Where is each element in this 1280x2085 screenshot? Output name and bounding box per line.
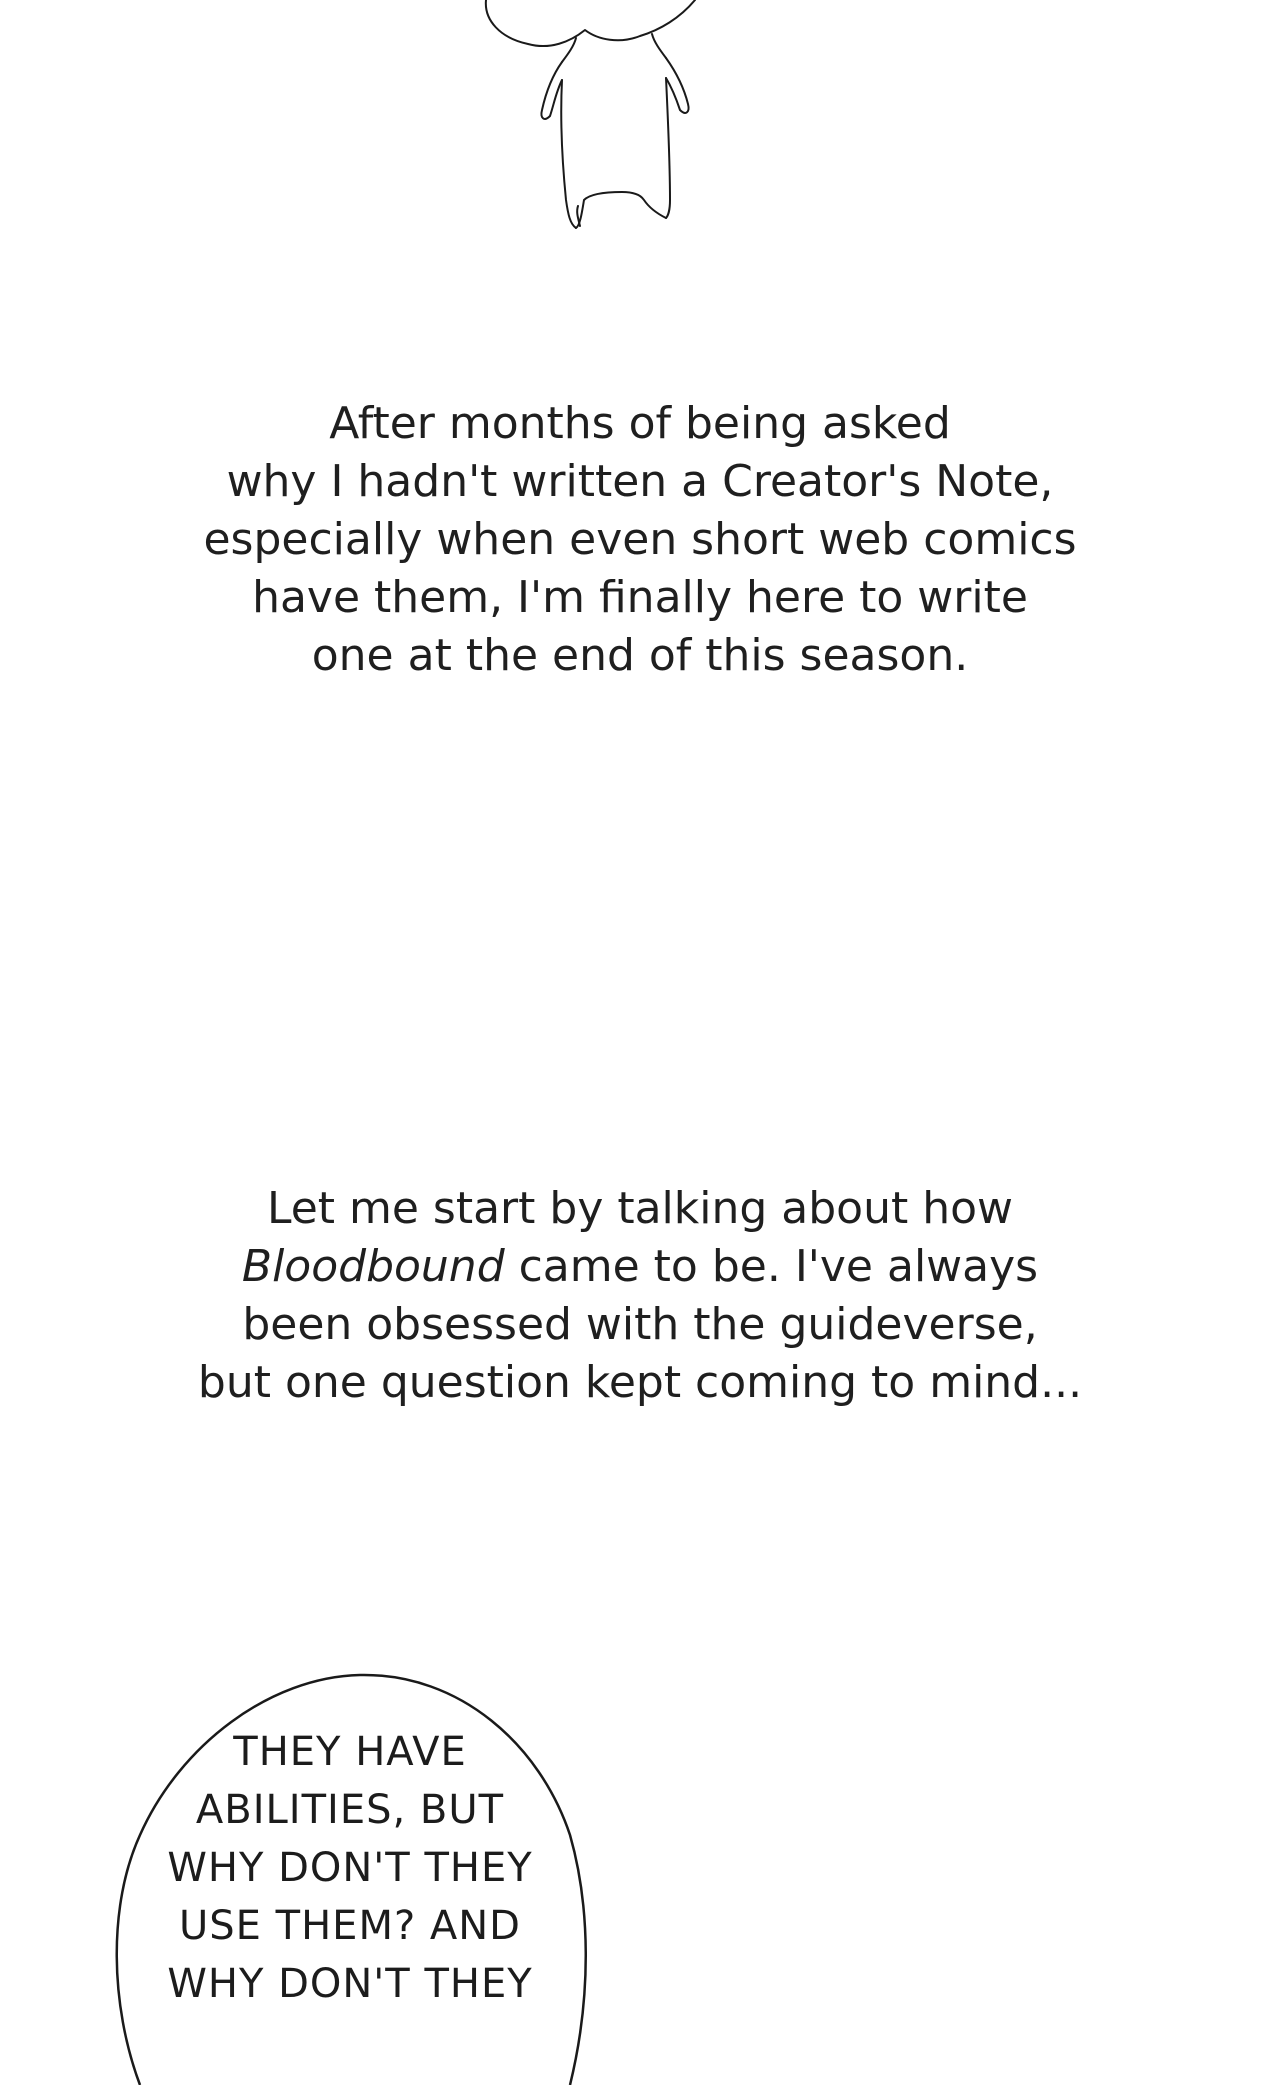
bubble-line: WHY DON'T THEY — [167, 1845, 533, 1891]
paragraph-line: Let me start by talking about how — [266, 1183, 1014, 1234]
speech-bubble — [100, 1665, 600, 2085]
paragraph-line: but one question kept coming to mind... — [197, 1357, 1083, 1408]
bubble-line: THEY HAVE — [233, 1729, 467, 1775]
creators-note-origin-paragraph — [0, 1180, 1280, 1412]
paragraph-line: have them, I'm finally here to write — [252, 572, 1028, 623]
paragraph-line: been obsessed with the guideverse, — [242, 1299, 1038, 1350]
paragraph-line: one at the end of this season. — [311, 630, 969, 681]
bubble-line: ABILITIES, BUT — [195, 1787, 505, 1833]
creators-note-intro-paragraph — [0, 395, 1280, 685]
paragraph-line: why I hadn't written a Creator's Note, — [226, 456, 1054, 507]
paragraph-line: After months of being asked — [329, 398, 951, 449]
title-bloodbound: Bloodbound — [241, 1241, 505, 1292]
bubble-line: WHY DON'T THEY — [167, 1961, 533, 2007]
paragraph-line: especially when even short web comics — [203, 514, 1077, 565]
chibi-character-illustration — [480, 0, 760, 240]
paragraph-line — [0, 1238, 1280, 1296]
paragraph-line-rest: came to be. I've always — [504, 1241, 1039, 1292]
speech-bubble-text — [100, 1723, 600, 2013]
chibi-character-drawing-icon — [480, 0, 760, 240]
bubble-line: USE THEM? AND — [179, 1903, 521, 1949]
